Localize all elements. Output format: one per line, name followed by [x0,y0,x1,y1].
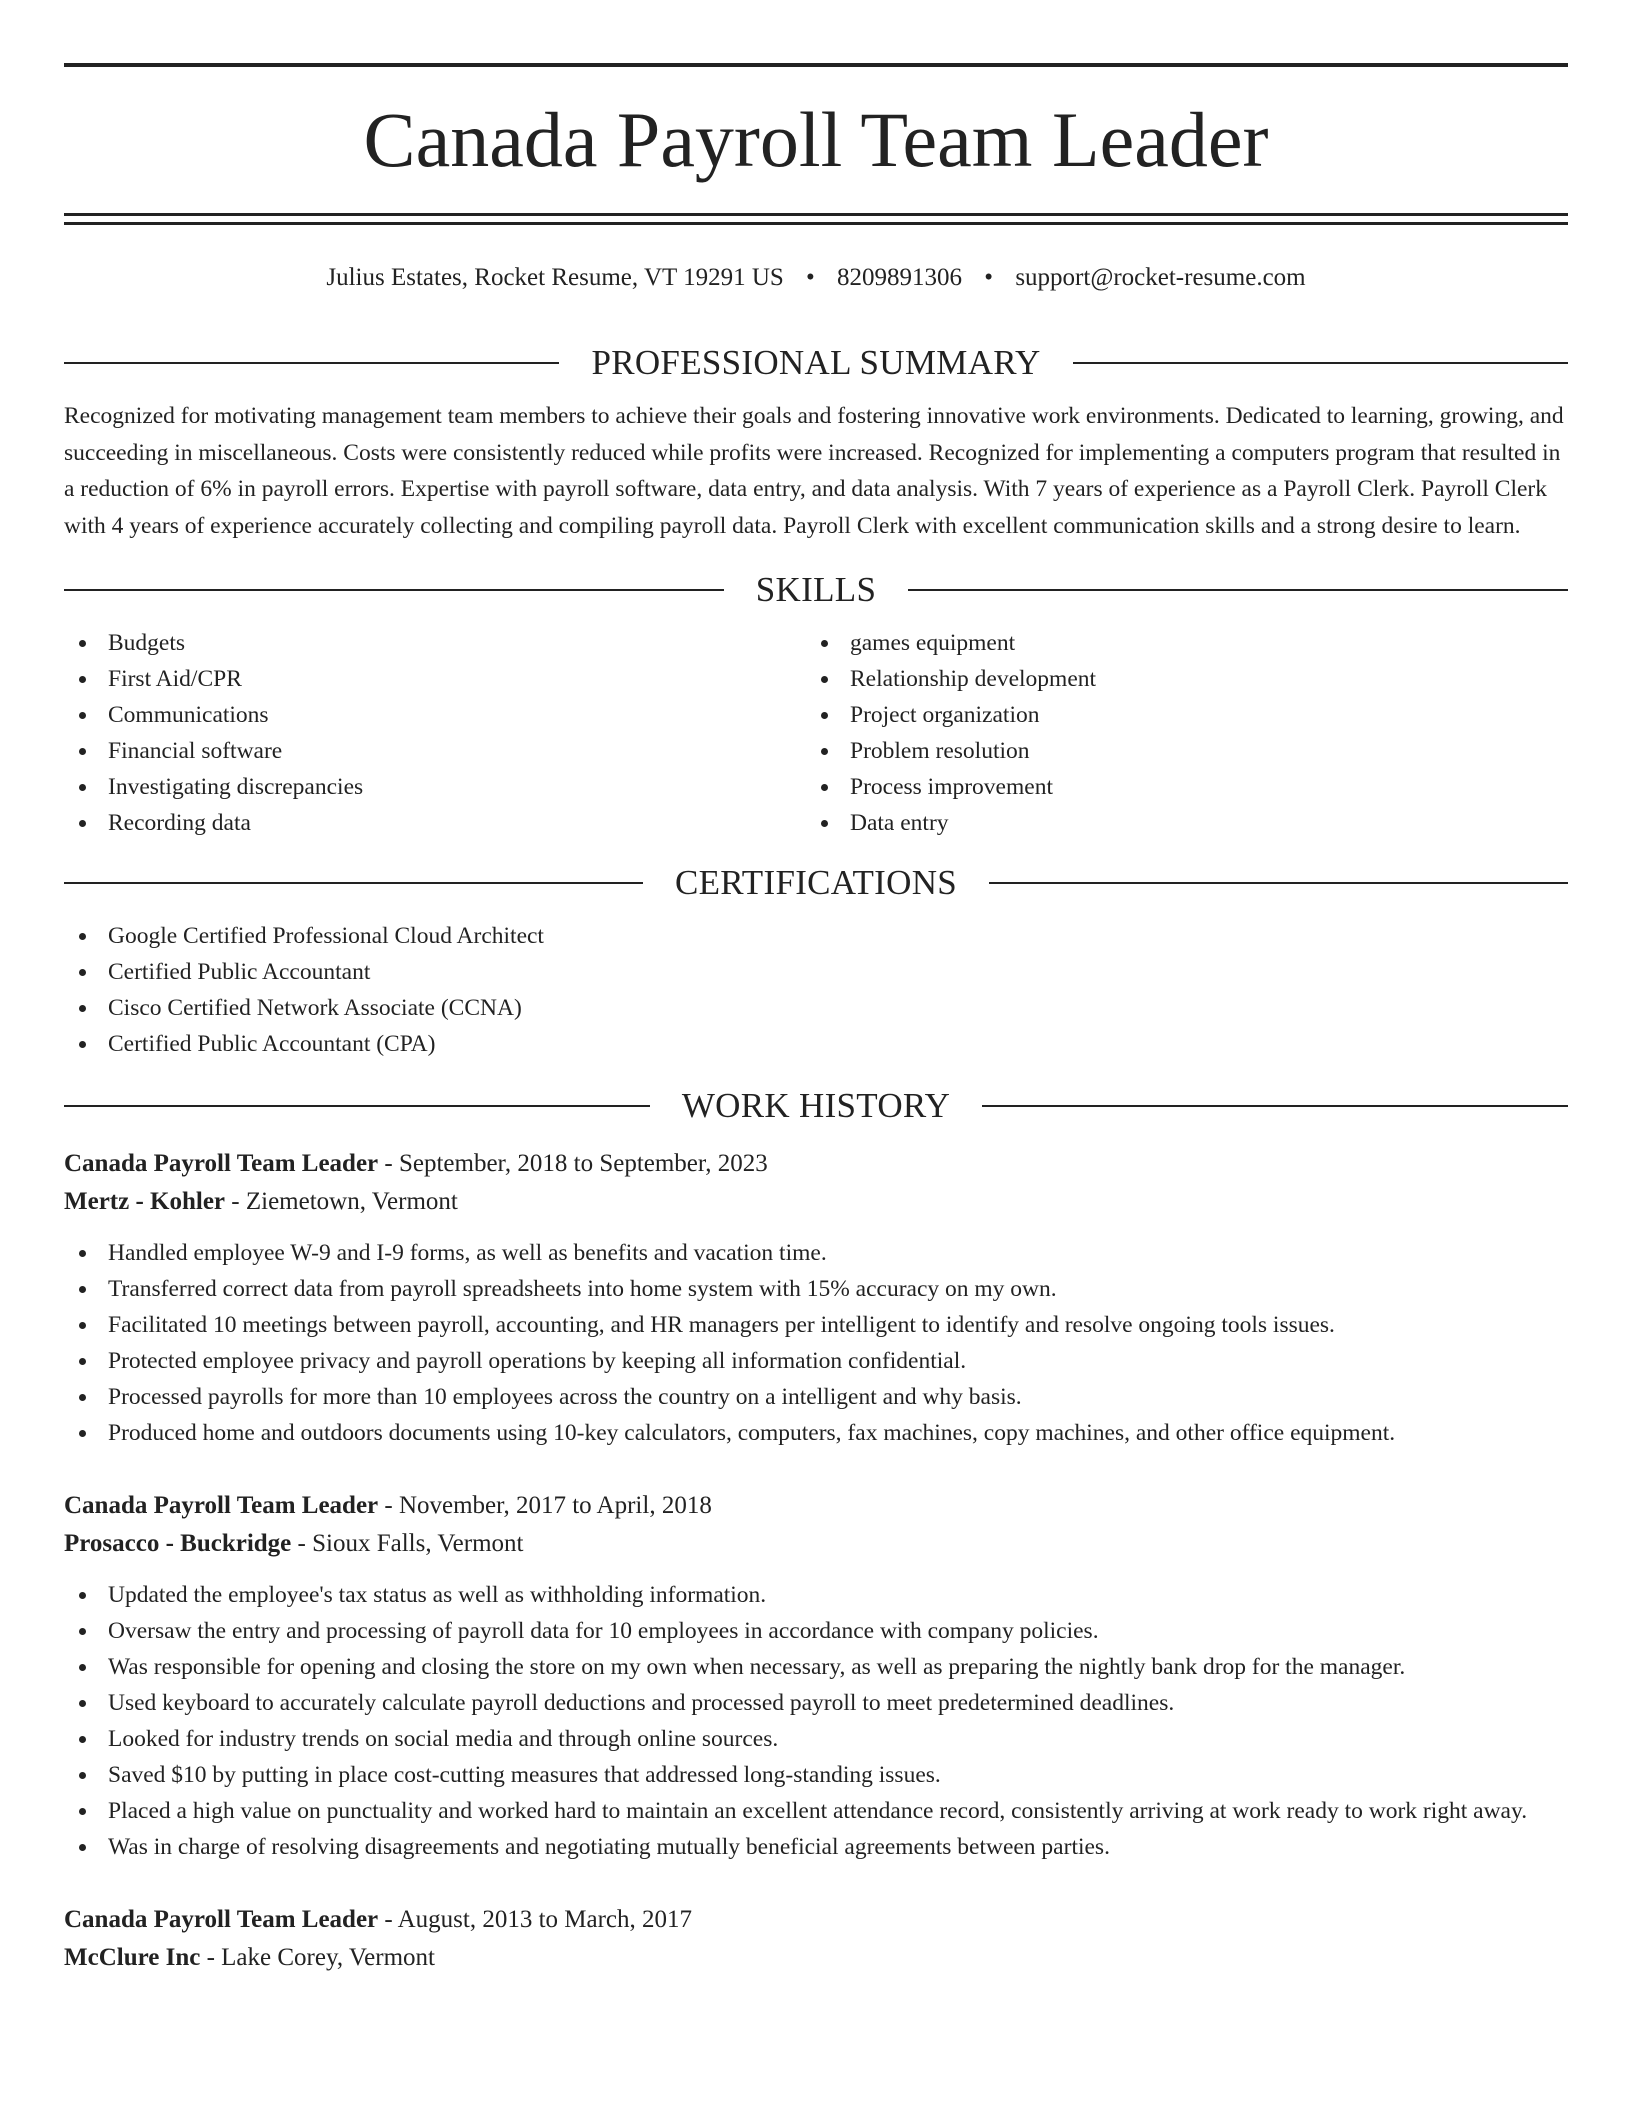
job-company-line [64,1183,1568,1221]
skills-column-left [64,625,806,841]
skills-list [64,625,1568,841]
job-bullet: Handled employee W-9 and I-9 forms, as well as benefits and vacation time. [64,1235,1568,1271]
contact-phone: 8209891306 [837,264,963,291]
job-company: Mertz - Kohler [64,1188,226,1215]
job-entry [64,1901,1568,1977]
skill-item: Process improvement [806,769,1568,805]
summary-section-heading [64,345,1568,380]
top-rule [64,63,1568,67]
heading-rule-right [908,589,1568,591]
job-bullet: Looked for industry trends on social media and through online sources. [64,1721,1568,1757]
job-dates: - September, 2018 to September, 2023 [378,1150,768,1177]
heading-rule-left [64,589,724,591]
contact-separator: • [806,264,815,291]
title-rule-lower [64,222,1568,225]
certification-item: Certified Public Accountant [64,954,1568,990]
job-location: - Sioux Falls, Vermont [291,1530,524,1557]
contact-email: support@rocket-resume.com [1015,264,1306,291]
job-title: Canada Payroll Team Leader [64,1150,379,1177]
certification-item: Certified Public Accountant (CPA) [64,1026,1568,1062]
job-bullet: Was responsible for opening and closing the store on my own when necessary, as well as preparing the nightly bank drop for the manager. [64,1649,1568,1685]
contact-address: Julius Estates, Rocket Resume, VT 19291 US [326,264,784,291]
work-section-heading [64,1088,1568,1123]
skill-item: Recording data [64,805,806,841]
job-bullet: Protected employee privacy and payroll operations by keeping all information confidential. [64,1343,1568,1379]
job-bullet: Transferred correct data from payroll spreadsheets into home system with 15% accuracy on my own. [64,1271,1568,1307]
skill-item: Data entry [806,805,1568,841]
certifications-list [64,918,1568,1062]
job-title: Canada Payroll Team Leader [64,1492,379,1519]
job-bullet: Processed payrolls for more than 10 employees across the country on a intelligent and why basis. [64,1379,1568,1415]
work-heading-label: WORK HISTORY [681,1086,951,1125]
job-title-line [64,1145,1568,1183]
skill-item: Financial software [64,733,806,769]
skills-column-right [806,625,1568,841]
job-bullet: Used keyboard to accurately calculate payroll deductions and processed payroll to meet predetermined deadlines. [64,1685,1568,1721]
heading-rule-left [64,882,643,884]
contact-separator: • [984,264,994,291]
job-bullet: Placed a high value on punctuality and worked hard to maintain an excellent attendance record, consistently arriving at work ready to work right away. [64,1793,1568,1829]
skill-item: Investigating discrepancies [64,769,806,805]
job-title: Canada Payroll Team Leader [64,1906,379,1933]
certification-item: Google Certified Professional Cloud Architect [64,918,1568,954]
heading-rule-right [1073,362,1568,364]
skills-section-heading [64,572,1568,607]
job-company: Prosacco - Buckridge [64,1530,292,1557]
certifications-section-heading [64,865,1568,900]
skill-item: Budgets [64,625,806,661]
job-bullet: Oversaw the entry and processing of payroll data for 10 employees in accordance with company policies. [64,1613,1568,1649]
skill-item: First Aid/CPR [64,661,806,697]
job-company-line [64,1939,1568,1977]
skill-item: Relationship development [806,661,1568,697]
certifications-heading-label: CERTIFICATIONS [674,863,958,902]
contact-line [64,261,1568,295]
job-location: - Ziemetown, Vermont [225,1188,458,1215]
skill-item: Communications [64,697,806,733]
job-bullet: Saved $10 by putting in place cost-cutting measures that addressed long-standing issues. [64,1757,1568,1793]
job-bullet: Produced home and outdoors documents using 10-key calculators, computers, fax machines, copy machines, and other office equipment. [64,1415,1568,1451]
job-bullet: Was in charge of resolving disagreements and negotiating mutually beneficial agreements between parties. [64,1829,1568,1865]
job-entry [64,1487,1568,1865]
job-bullets [64,1235,1568,1451]
skill-item: Project organization [806,697,1568,733]
job-bullet: Updated the employee's tax status as well as withholding information. [64,1577,1568,1613]
heading-rule-right [989,882,1568,884]
job-location: - Lake Corey, Vermont [200,1944,435,1971]
heading-rule-left [64,362,559,364]
job-title-line [64,1487,1568,1525]
skill-item: Problem resolution [806,733,1568,769]
job-dates: - November, 2017 to April, 2018 [378,1492,712,1519]
certification-item: Cisco Certified Network Associate (CCNA) [64,990,1568,1026]
heading-rule-left [64,1105,650,1107]
job-bullet: Facilitated 10 meetings between payroll, accounting, and HR managers per intelligent to identify and resolve ongoing tools issues. [64,1307,1568,1343]
summary-text: Recognized for motivating management team members to achieve their goals and fostering innovative work environments. Dedicated to learning, growing, and succeeding in miscellaneous. Costs were consistently reduced while profits were increased. Recognized for implementing a computers program that resulted in a reduction of 6% in payroll errors. Expertise with payroll software, data entry, and data analysis. With 7 years of experience as a Payroll Clerk. Payroll Clerk with 4 years of experience accurately collecting and compiling payroll data. Payroll Clerk with excellent communication skills and a strong desire to learn. [64,403,1564,539]
title-rule-upper [64,213,1568,216]
resume-content [64,0,1568,1977]
skill-item: games equipment [806,625,1568,661]
job-entry [64,1145,1568,1451]
skills-heading-label: SKILLS [755,570,877,609]
heading-rule-right [982,1105,1568,1107]
job-bullets [64,1577,1568,1865]
summary-heading-label: PROFESSIONAL SUMMARY [591,343,1041,382]
job-company-line [64,1525,1568,1563]
job-company: McClure Inc [64,1944,201,1971]
resume-title: Canada Payroll Team Leader [363,96,1269,183]
job-title-line [64,1901,1568,1939]
job-dates: - August, 2013 to March, 2017 [378,1906,693,1933]
